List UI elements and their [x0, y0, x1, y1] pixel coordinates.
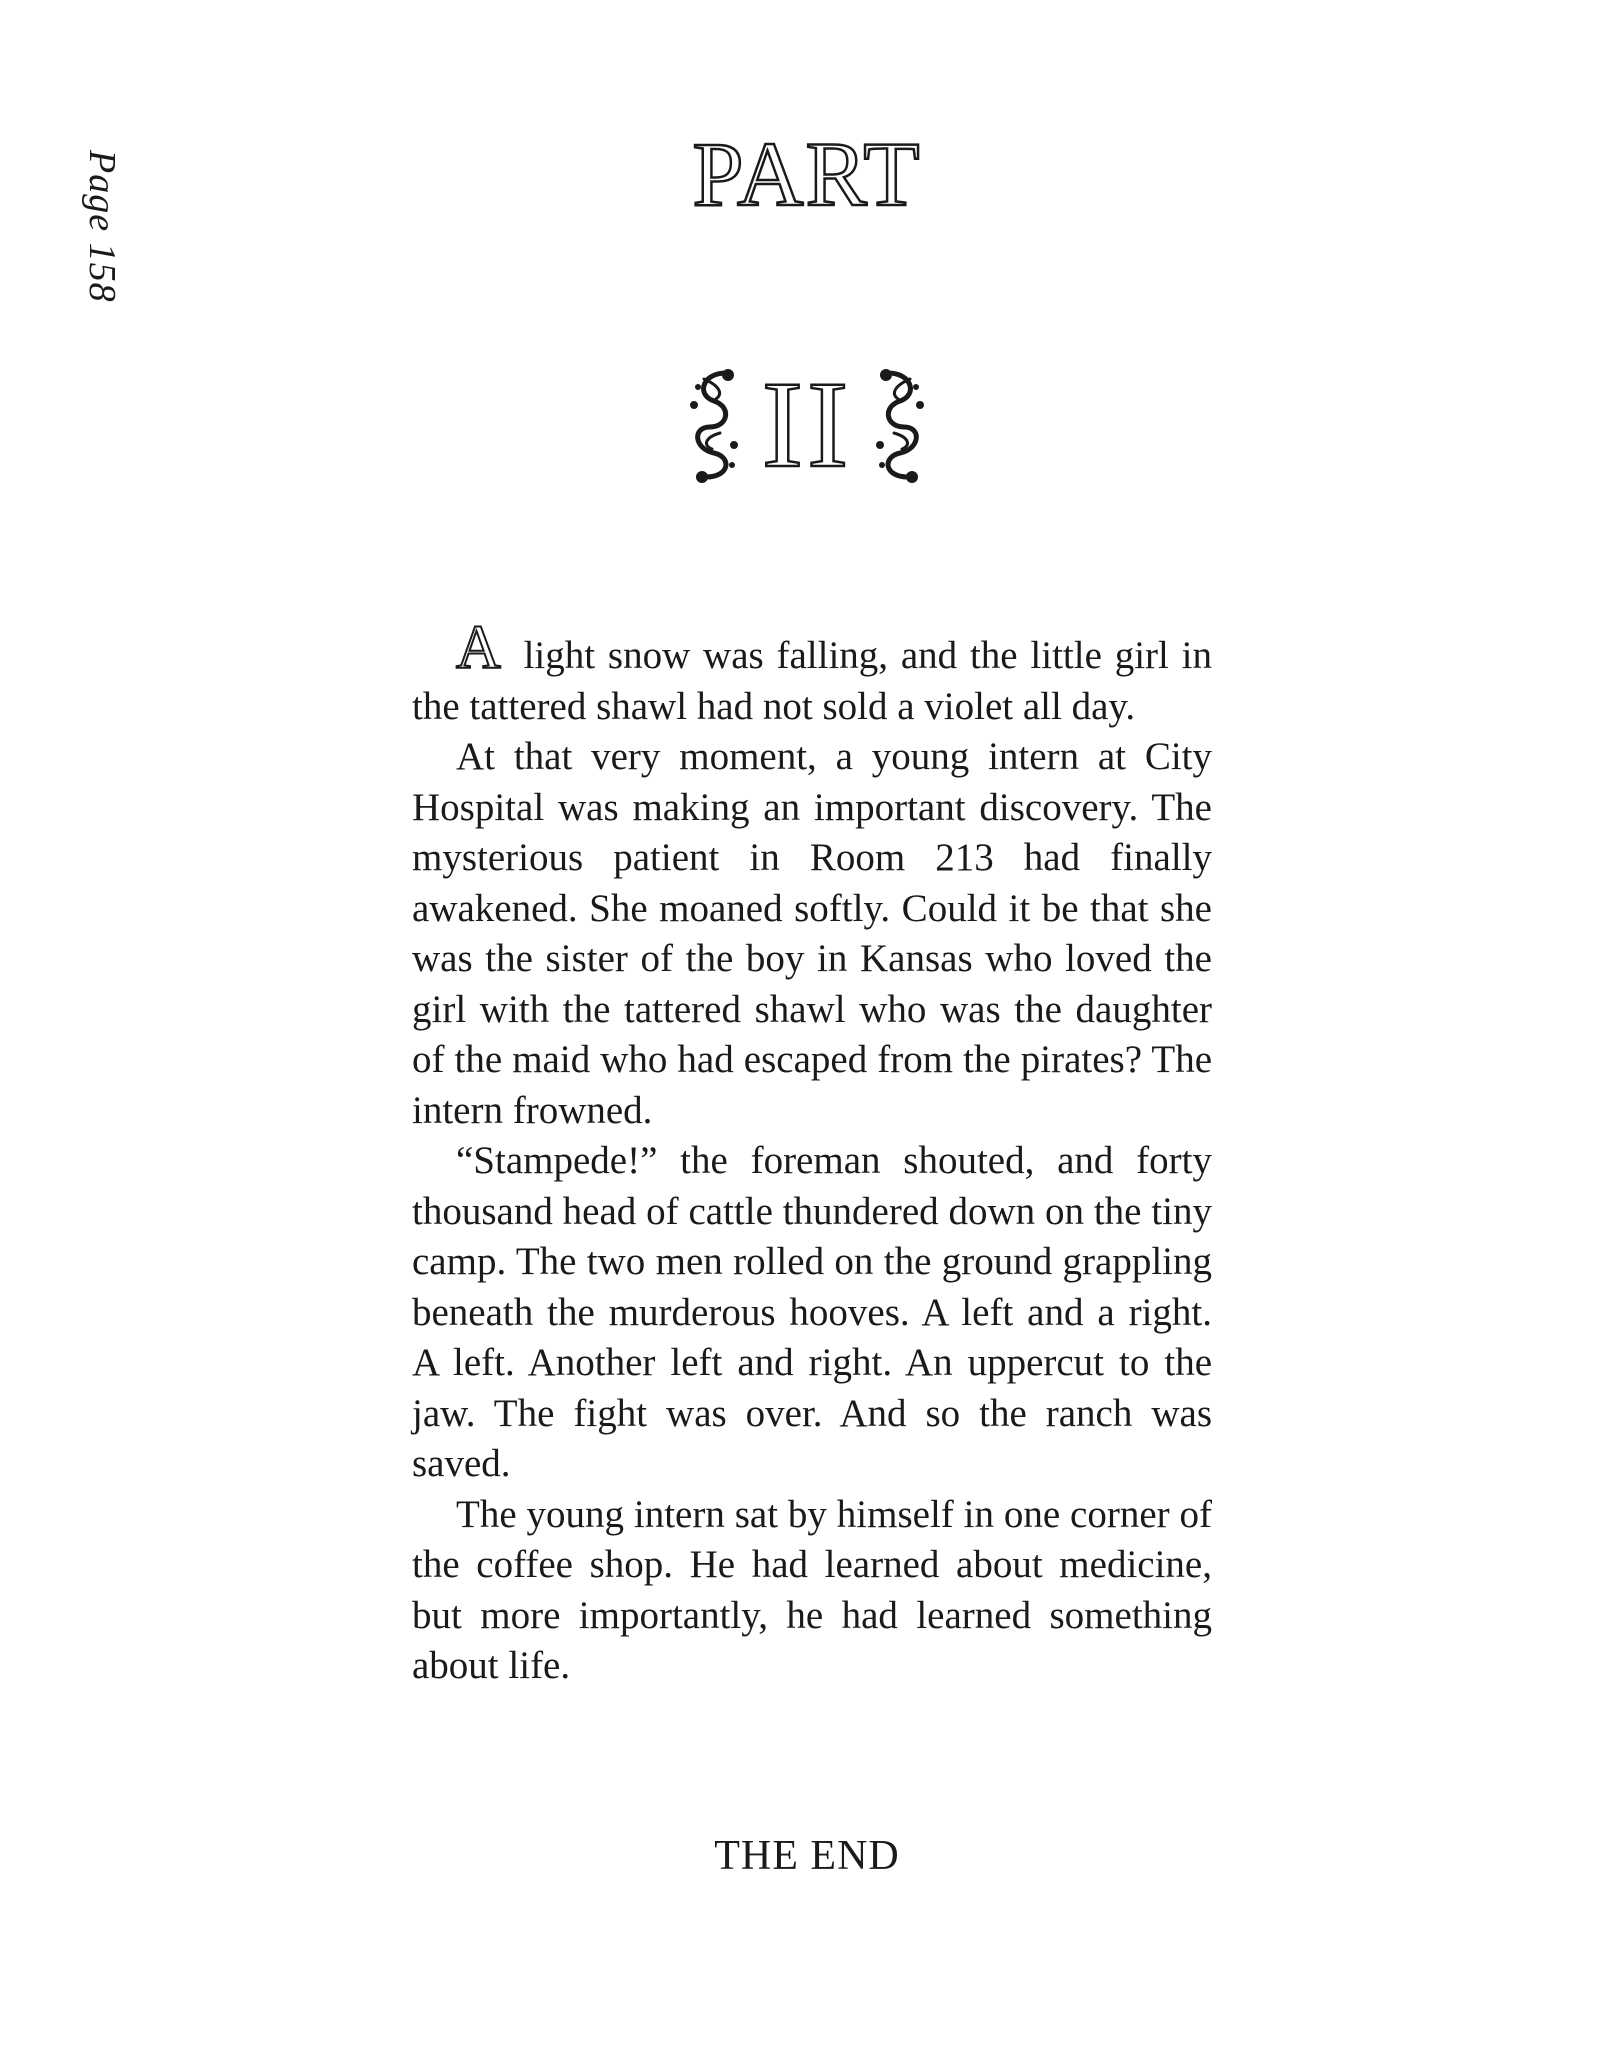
part-title: PART: [692, 123, 922, 225]
scroll-ornament-left-icon: [684, 365, 744, 485]
part-numeral: II: [761, 356, 853, 493]
story-paragraph-4: The young intern sat by himself in one corner of the coffee shop. He had learned about medicine, but more importantly, he had learned something about life.: [412, 1492, 1212, 1687]
story-paragraph-1: [412, 614, 1212, 732]
the-end-label: THE END: [714, 1833, 900, 1879]
story-paragraph-3: “Stampede!” the foreman shouted, and forty thousand head of cattle thundered down on the tiny camp. The two men rolled on the ground grappling beneath the murderous hooves. A left and a right. A left. Another left and right. An uppercut to the jaw. The fight was over. And so the ranch was saved.: [412, 1139, 1212, 1485]
part-numeral-block: [0, 356, 1614, 493]
drop-cap: A: [456, 614, 501, 682]
story-paragraph-2: At that very moment, a young intern at City Hospital was making an important discovery. The mysterious patient in Room 213 had finally awakened. She moaned softly. Could it be that she was the sister of the boy in Kansas who loved the girl with the tattered shawl who was the daughter of the maid who had escaped from the pirates? The intern frowned.: [412, 735, 1212, 1132]
page-number: Page 158: [81, 150, 123, 303]
paragraph-text: light snow was falling, and the little girl in the tattered shawl had not sold a violet all day.: [412, 634, 1212, 728]
scroll-ornament-right-icon: [870, 365, 930, 485]
story-text: [412, 614, 1212, 1692]
